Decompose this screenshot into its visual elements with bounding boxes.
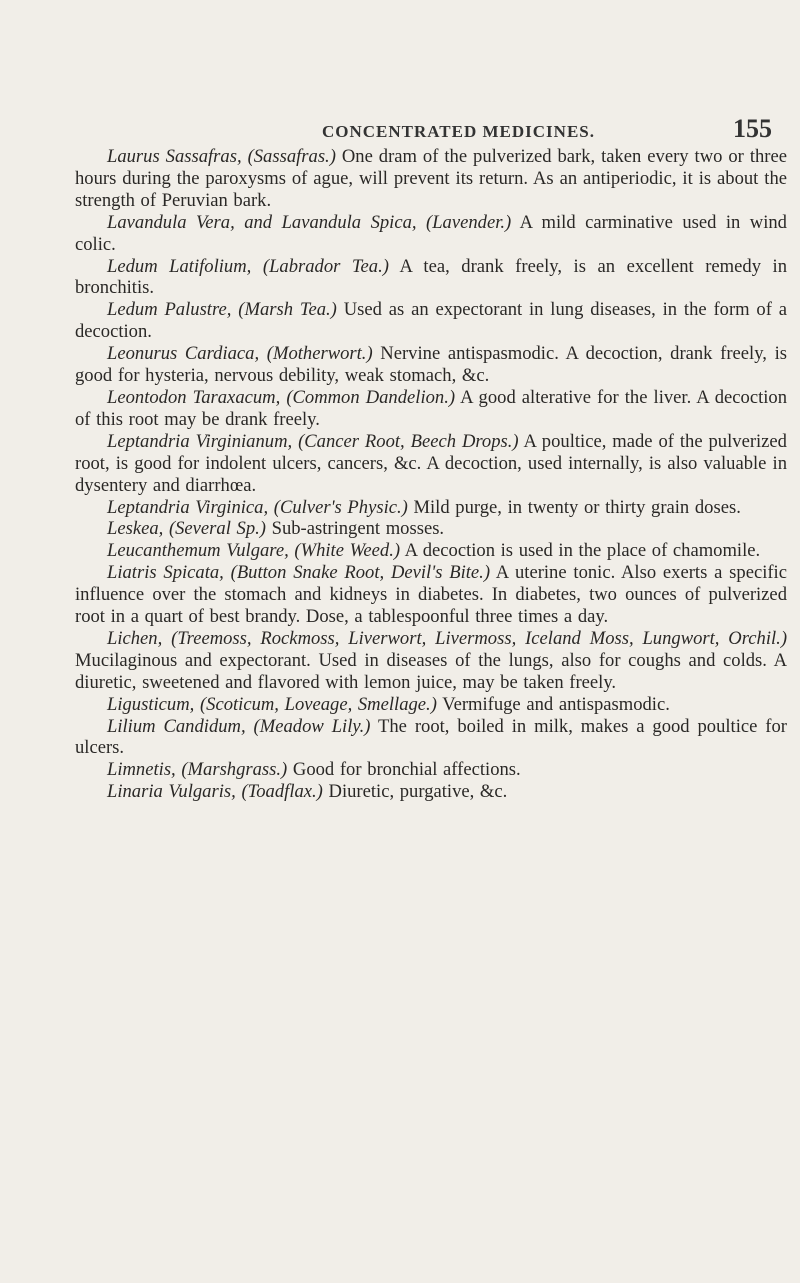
entry-text: One dram of the pulverized bark, taken every two or three hours during the paroxysms of ague, will prevent its return. As an antiperiodic, it is about the strength of Peruvian bark. <box>75 146 787 211</box>
common-name: (Lavender.) <box>426 211 512 233</box>
entry-text: A good alterative for the liver. A decoction of this root may be drank freely. <box>75 386 787 430</box>
entry-text: Nervine antispasmodic. A decoction, drank freely, is good for hysteria, nervous debility, weak stomach, &c. <box>75 343 787 387</box>
entry-limnetis <box>75 759 787 781</box>
latin-name: Leontodon Taraxacum, <box>107 386 281 408</box>
entry-leptandria-virginianum <box>75 431 787 497</box>
entry-leskea <box>75 518 787 540</box>
entry-text: Good for bronchial affections. <box>287 759 521 781</box>
entry-text: Diuretic, purgative, &c. <box>322 781 508 803</box>
common-name: (Cancer Root, Beech Drops.) <box>298 430 519 452</box>
latin-name: Ledum Palustre, <box>107 299 232 321</box>
entry-lichen <box>75 628 787 694</box>
page-number: 155 <box>733 114 772 143</box>
common-name: (Treemoss, Rockmoss, Liverwort, Livermoss, Iceland Moss, Lungwort, Orchil.) <box>171 627 788 649</box>
entry-text: A decoction is used in the place of chamomile. <box>400 540 761 562</box>
common-name: (White Weed.) <box>294 540 401 562</box>
entry-liatris-spicata <box>75 562 787 628</box>
entry-leucanthemum-vulgare <box>75 540 787 562</box>
common-name: (Labrador Tea.) <box>262 255 389 277</box>
entry-text: Vermifuge and antispasmodic. <box>436 693 670 715</box>
common-name: (Marsh Tea.) <box>238 299 337 321</box>
latin-name: Leucanthemum Vulgare, <box>107 540 289 562</box>
common-name: (Motherwort.) <box>266 343 373 365</box>
common-name: (Culver's Physic.) <box>273 496 408 518</box>
latin-name: Leptandria Virginianum, <box>107 430 293 452</box>
entry-text: Sub-astringent mosses. <box>265 518 445 540</box>
running-title: CONCENTRATED MEDICINES. <box>322 122 595 141</box>
latin-name: Limnetis, <box>107 759 176 781</box>
common-name: (Marshgrass.) <box>181 759 288 781</box>
latin-name: Lavandula Vera, and Lavandula Spica, <box>107 211 417 233</box>
entry-text: A uterine tonic. Also exerts a specific influence over the stomach and kidneys in diabetes. In diabetes, two ounces of pulverized root in a quart of best brandy. Dose, a tablespoonful three times a day. <box>75 562 787 628</box>
entry-linaria-vulgaris <box>75 781 787 803</box>
body-text <box>75 146 787 803</box>
latin-name: Ledum Latifolium, <box>107 255 252 277</box>
latin-name: Lilium Candidum, <box>107 715 246 737</box>
entry-text: Used as an expectorant in lung diseases, in the form of a decoction. <box>75 299 788 343</box>
entry-ligusticum <box>75 694 787 716</box>
entry-text: A tea, drank freely, is an excellent remedy in bronchitis. <box>75 255 788 299</box>
latin-name: Linaria Vulgaris, <box>107 781 236 803</box>
entry-ledum-palustre <box>75 299 787 343</box>
entry-ledum-latifolium <box>75 256 787 300</box>
entry-text: The root, boiled in milk, makes a good poultice for ulcers. <box>75 715 787 759</box>
entry-leontodon-taraxacum <box>75 387 787 431</box>
common-name: (Button Snake Root, Devil's Bite.) <box>230 562 491 584</box>
common-name: (Several Sp.) <box>168 518 266 540</box>
latin-name: Lichen, <box>107 627 163 649</box>
entry-lilium-candidum <box>75 716 787 760</box>
latin-name: Leskea, <box>107 518 164 540</box>
latin-name: Liatris Spicata, <box>107 562 224 584</box>
latin-name: Ligusticum, <box>107 693 195 715</box>
entry-laurus-sassafras <box>75 146 787 212</box>
entry-leptandria-virginica <box>75 497 787 519</box>
running-head <box>322 114 772 142</box>
latin-name: Leonurus Cardiaca, <box>107 343 260 365</box>
entry-text: Mild purge, in twenty or thirty grain doses. <box>407 496 741 518</box>
entry-text: A mild carminative used in wind colic. <box>75 211 787 255</box>
entry-lavandula <box>75 212 787 256</box>
common-name: (Common Dandelion.) <box>286 386 456 408</box>
latin-name: Laurus Sassafras, <box>107 146 242 167</box>
common-name: (Meadow Lily.) <box>253 715 371 737</box>
latin-name: Leptandria Virginica, <box>107 496 269 518</box>
common-name: (Toadflax.) <box>241 781 323 803</box>
entry-text: Mucilaginous and expectorant. Used in diseases of the lungs, also for coughs and colds. A diuretic, sweetened and flavored with lemon juice, may be taken freely. <box>75 649 787 693</box>
entry-text: A poultice, made of the pulverized root, is good for indolent ulcers, cancers, &c. A decoction, used internally, is also valuable in dysentery and diarrhœa. <box>75 430 787 496</box>
common-name: (Scoticum, Loveage, Smellage.) <box>199 693 437 715</box>
entry-leonurus-cardiaca <box>75 343 787 387</box>
common-name: (Sassafras.) <box>247 146 336 167</box>
